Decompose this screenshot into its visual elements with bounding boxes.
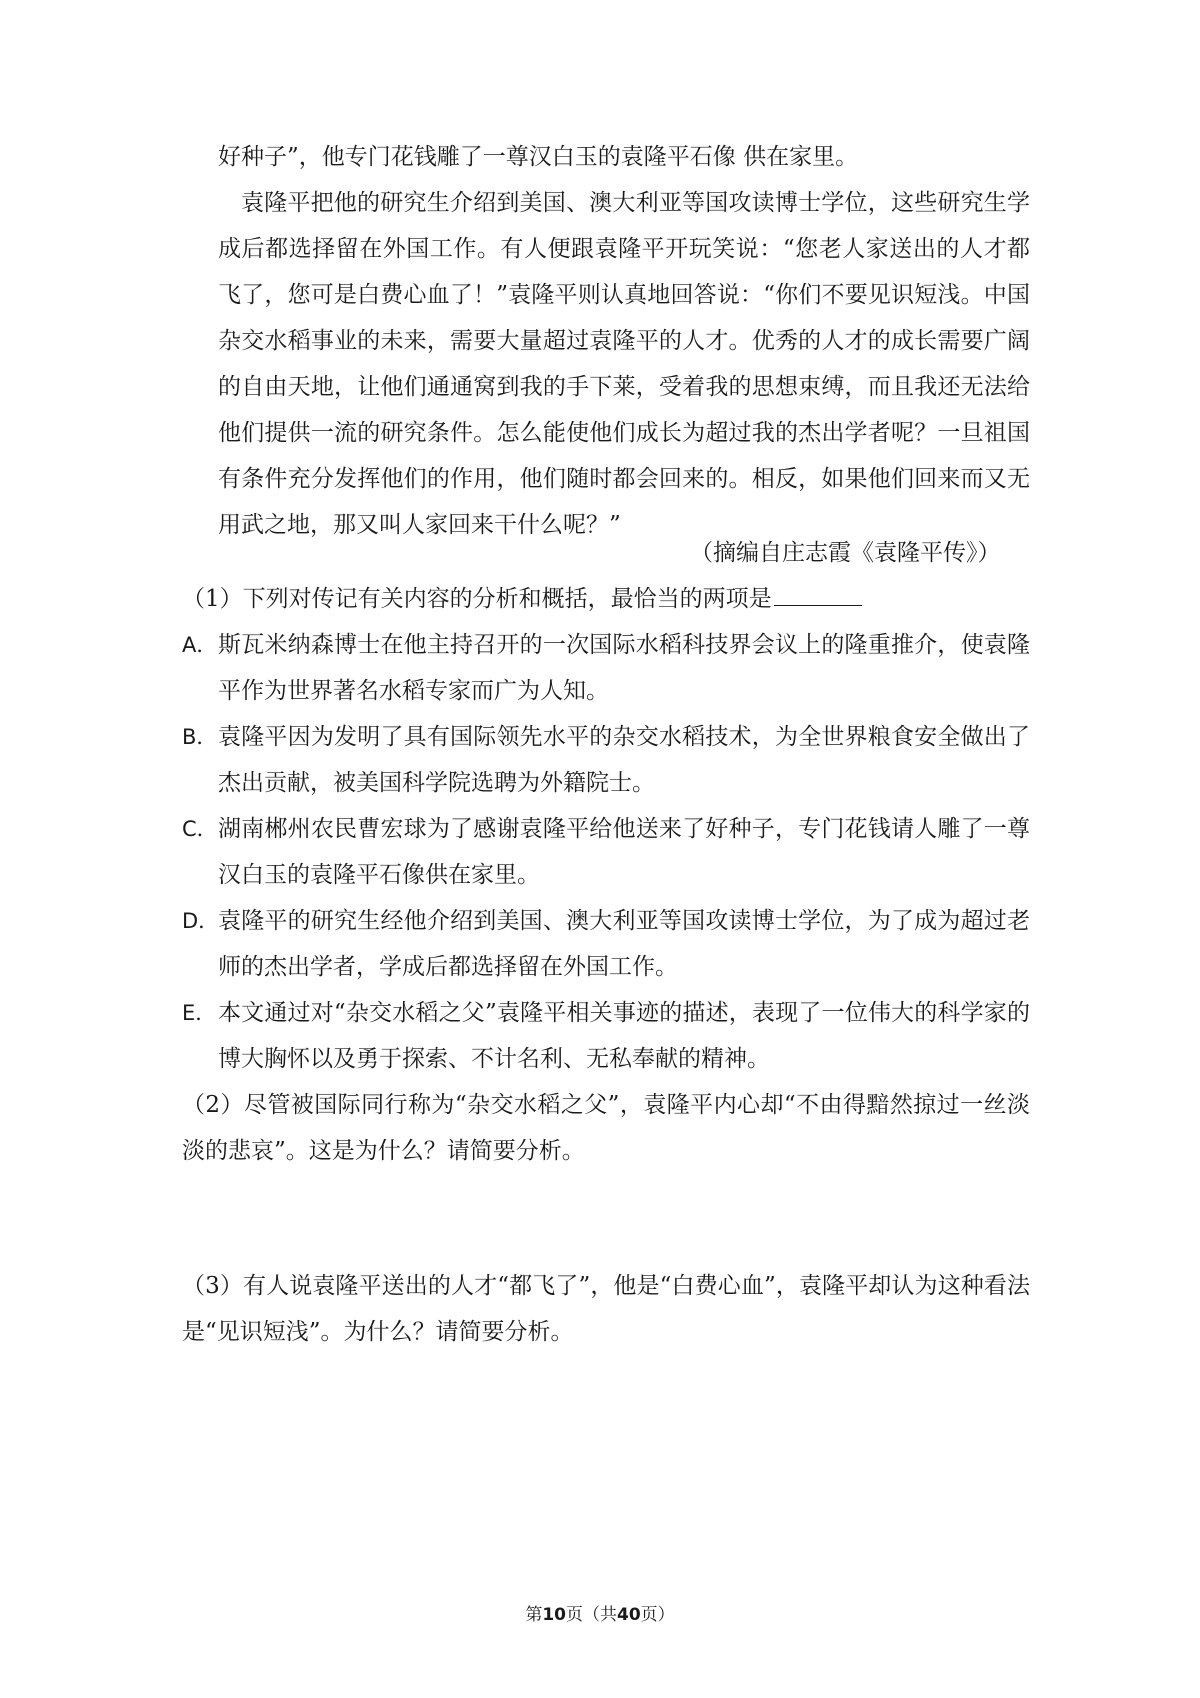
option-text: 袁隆平因为发明了具有国际领先水平的杂交水稻技术，为全世界粮食安全做出了杰出贡献，被美国科学院选聘为外籍院士。	[218, 724, 1030, 796]
total-pages: 40	[617, 1605, 641, 1625]
option-letter: E．	[182, 1001, 217, 1025]
passage-paragraph: 袁隆平把他的研究生介绍到美国、澳大利亚等国攻读博士学位，这些研究生学成后都选择留在外国工作。有人便跟袁隆平开玩笑说：“您老人家送出的人才都飞了，您可是白费心血了！”袁隆平则认真地回答说：“你们不要见识短浅。中国杂交水稻事业的未来，需要大量超过袁隆平的人才。优秀的人才的成长需要广阔的自由天地，让他们通通窝到我的手下莱，受着我的思想束缚，而且我还无法给他们提供一流的研究条件。怎么能使他们成长为超过我的杰出学者呢？一旦祖国有条件充分发挥他们的作用，他们随时都会回来的。相反，如果他们回来而又无用武之地，那又叫人家回来干什么呢？”	[218, 190, 1030, 538]
option-letter: B．	[182, 725, 218, 749]
passage-line-continuation: 好种子”，他专门花钱雕了一尊汉白玉的袁隆平石像 供在家里。	[218, 144, 859, 170]
page-footer	[0, 1603, 1200, 1627]
option-text: 湖南郴州农民曹宏球为了感谢袁隆平给他送来了好种子，专门花钱请人雕了一尊汉白玉的袁隆平石像供在家里。	[218, 816, 1030, 888]
option-a	[182, 622, 1030, 714]
page-number: 10	[542, 1605, 566, 1625]
question-2: （2）尽管被国际同行称为“杂交水稻之父”，袁隆平内心却“不由得黯然掠过一丝淡淡的悲哀”。这是为什么？请简要分析。	[182, 1092, 1030, 1164]
option-letter: C．	[182, 817, 218, 841]
question-1-stem	[182, 576, 862, 622]
passage-source: （摘编自庄志霞《袁隆平传》）	[690, 540, 1001, 566]
footer-middle: 页（共	[566, 1605, 617, 1625]
option-letter: A．	[182, 633, 218, 657]
question-1-text: （1）下列对传记有关内容的分析和概括，最恰当的两项是	[182, 586, 772, 612]
option-d	[182, 898, 1030, 990]
footer-suffix: 页）	[640, 1605, 675, 1625]
answer-blank[interactable]	[774, 585, 862, 606]
option-text: 本文通过对“杂交水稻之父”袁隆平相关事迹的描述，表现了一位伟大的科学家的博大胸怀以及勇于探索、不计名利、无私奉献的精神。	[218, 1000, 1030, 1072]
option-text: 斯瓦米纳森博士在他主持召开的一次国际水稻科技界会议上的隆重推介，使袁隆平作为世界著名水稻专家而广为人知。	[218, 632, 1030, 704]
option-c	[182, 806, 1030, 898]
option-e	[182, 990, 1030, 1082]
option-b	[182, 714, 1030, 806]
option-letter: D．	[182, 909, 220, 933]
option-text: 袁隆平的研究生经他介绍到美国、澳大利亚等国攻读博士学位，为了成为超过老师的杰出学者，学成后都选择留在外国工作。	[218, 908, 1030, 980]
question-3: （3）有人说袁隆平送出的人才“都飞了”，他是“白费心血”，袁隆平却认为这种看法是“见识短浅”。为什么？请简要分析。	[182, 1273, 1030, 1345]
footer-prefix: 第	[525, 1605, 543, 1625]
